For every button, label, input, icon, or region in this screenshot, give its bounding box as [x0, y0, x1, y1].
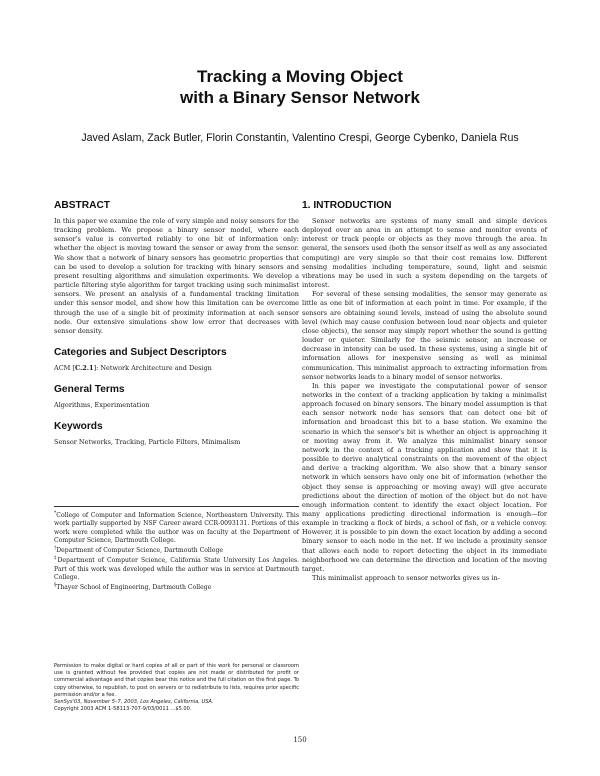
general-terms-section: [54, 383, 299, 410]
title-line-2: with a Binary Sensor Network: [180, 88, 420, 107]
author-list: Javed Aslam, Zack Butler, Florin Constantin, Valentino Crespi, George Cybenko, Daniela Rus: [81, 132, 519, 144]
keywords-heading: Keywords: [54, 421, 103, 433]
abstract-text: In this paper we examine the role of very simple and noisy sensors for the tracking problem. We propose a binary sensor model, where each sensor's value is converted reliably to one bit of information only: whether the object is moving toward the sensor or away from the sensor. We show that a network of binary sensors has geometric properties that can be used to develop a solution for tracking with binary sensors and present resulting algorithms and simulation experiments. We develop a particle filtering style algorithm for target tracking using such minimalist sensors. We present an analysis of a fundamental tracking limitation under this sensor model, and show how this limitation can be overcome through the use of a single bit of proximity information at each sensor node. Our extensive simulations show low error that decreases with sensor density.: [54, 217, 299, 335]
intro-paragraph: Sensor networks are systems of many small and simple devices deployed over an area in an attempt to sense and monitor events of interest or track people or objects as they move through the area. In general, the sensors used (both the sensor itself as well as any associated computing) are very simple so that their cost remains low. Different sensing modalities including temperature, sound, light and seismic vibrations may be used in such a system depending on the targets of interest.: [302, 217, 547, 290]
intro-paragraph: This minimalist approach to sensor networks gives us in-: [312, 574, 500, 583]
general-terms-heading: General Terms: [54, 384, 125, 396]
categories-text: [54, 364, 299, 373]
categories-heading: Categories and Subject Descriptors: [54, 347, 227, 359]
title-line-1: Tracking a Moving Object: [197, 67, 403, 86]
right-column: [302, 199, 547, 583]
general-terms-text: Algorithms, Experimentation: [54, 401, 150, 410]
conference-info: SenSys'03, November 5–7, 2003, Los Angeles, California, USA.: [54, 699, 214, 706]
copyright-info: Copyright 2003 ACM 1-58113-707-9/03/0011 ...$5.00.: [54, 706, 192, 713]
footnote: §Thayer School of Engineering, Dartmouth College: [54, 583, 212, 592]
left-column: [54, 199, 299, 458]
categories-section: [54, 346, 299, 373]
keywords-section: [54, 420, 299, 447]
page-number: 150: [293, 736, 307, 744]
abstract-section: [54, 199, 299, 336]
author-footnotes: [54, 506, 299, 592]
paper-title: [0, 66, 600, 108]
categories-prefix: ACM [: [54, 364, 75, 373]
categories-suffix: ]: Network Architecture and Design: [93, 364, 212, 373]
permission-text: Permission to make digital or hard copies of all or part of this work for personal or classroom use is granted without fee provided that copies are not made or distributed for profit or commercial advantage and that copies bear this notice and the full citation on the first page. To copy otherwise, to republish, to post on servers or to redistribute to lists, requires prior specific permission and/or a fee.: [54, 663, 299, 698]
abstract-heading: ABSTRACT: [54, 200, 111, 211]
footnote: †Department of Computer Science, Dartmouth College: [54, 546, 223, 555]
permission-block: [54, 663, 299, 713]
intro-paragraph: For several of these sensing modalities, the sensor may generate as little as one bit of information at each point in time. For example, if the sensors are obtaining sound levels, instead of using the absolute sound level (which may cause confusion between loud near objects and quieter close objects), the sensor may simply report whether the sound is getting louder or quieter. Similarly for the seismic sensor, an increase or decrease in intensity can be used. In these systems, using a single bit of information allows for inexpensive sensing as well as minimal communication. This minimalist approach to extracting information from sensor networks leads to a binary model of sensor networks.: [302, 290, 547, 381]
introduction-heading: 1. INTRODUCTION: [302, 200, 392, 211]
footnote: *College of Computer and Information Science, Northeastern University. This work partially supported by NSF Career award CCR-0093131. Portions of this work were completed while the author was on faculty at the Department of Computer Science, Dartmouth College.: [54, 511, 299, 544]
footnote: ‡Department of Computer Science, California State University Los Angeles. Part of this work was developed while the author was in service at Dartmouth College.: [54, 556, 300, 581]
intro-paragraph: In this paper we investigate the computational power of sensor networks in the context of a tracking application by taking a minimalist approach focused on binary sensors. The binary model assumption is that each sensor network node has sensors that can detect one bit of information and broadcast this bit to a base station. We examine the scenario in which the sensor's bit is whether an object is approaching it or moving away from it. We analyze this minimalist binary sensor network in the context of a tracking application and show that it is possible to derive analytical constraints on the movement of the object and derive a tracking algorithm. We also show that a binary sensor network in which sensors have only one bit of information (whether the object they sense is approaching or moving away) will give accurate predictions about the direction of motion of the object but do not have enough information content to identify the exact object location. For many applications predicting directional information is enough—for example in tracking a flock of birds, a school of fish, or a vehicle convoy. However, it is possible to pin down the exact location by adding a second binary sensor to each node in the net. If we include a proximity sensor that allows each node to report detecting the object in its immediate neighborhood we can determine the direction and location of the moving target.: [302, 381, 547, 573]
keywords-text: Sensor Networks, Tracking, Particle Filters, Minimalism: [54, 438, 241, 447]
categories-code: C.2.1: [74, 364, 94, 373]
